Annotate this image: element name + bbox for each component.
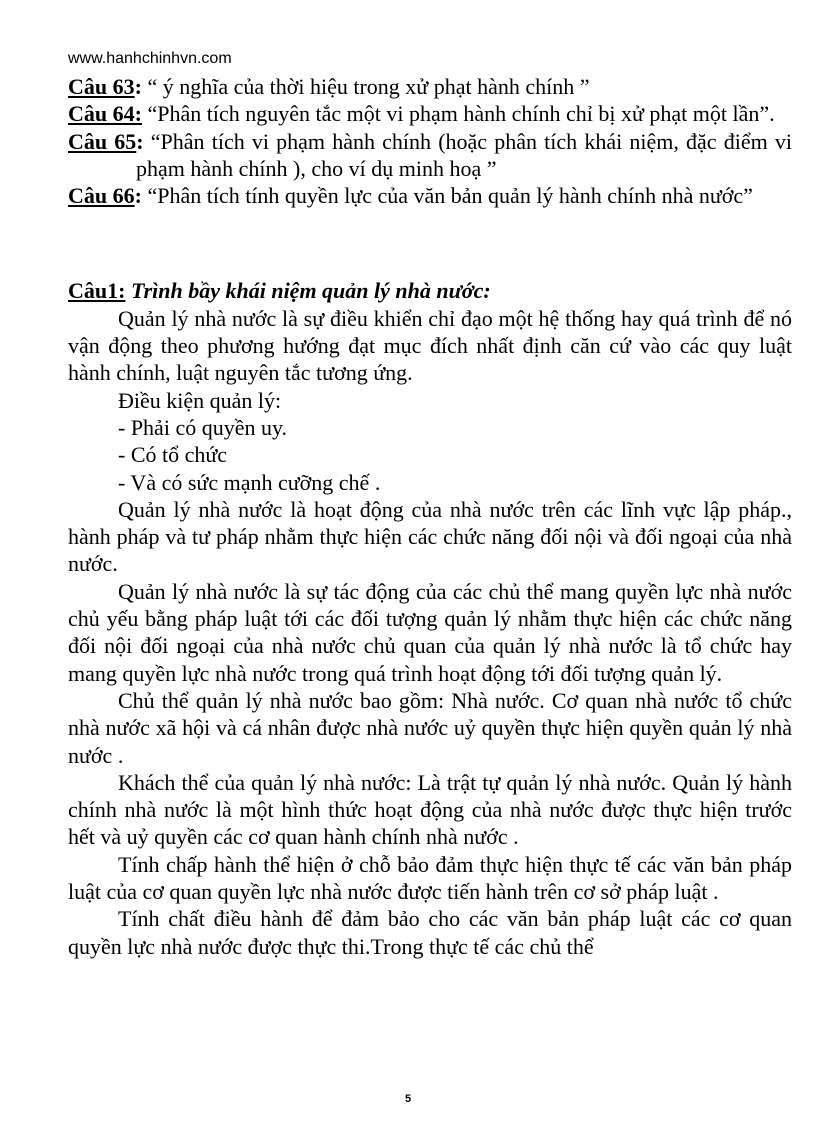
document-page <box>68 47 792 960</box>
question-text: “ ý nghĩa của thời hiệu trong xử phạt hành chính ” <box>141 74 590 99</box>
paragraph-activity: Quản lý nhà nước là hoạt động của nhà nước trên các lĩnh vực lập pháp., hành pháp và tư pháp nhằm thực hiện các chức năng đối nội và đối ngoại của nhà nước. <box>68 496 792 577</box>
question-63 <box>68 73 792 100</box>
paragraph-executive: Tính chấp hành thể hiện ở chỗ bảo đảm thực hiện thực tế các văn bản pháp luật của cơ quan quyền lực nhà nước được tiến hành trên cơ sở pháp luật . <box>68 851 792 905</box>
question-colon: : <box>134 183 142 209</box>
question-label: Câu 63 <box>68 74 135 99</box>
question-text: “Phân tích vi phạm hành chính (hoặc phân tích khái niệm, đặc điểm vi phạm hành chính ), cho ví dụ minh hoạ ” <box>136 128 792 181</box>
paragraph-object: Khách thể của quản lý nhà nước: Là trật tự quản lý nhà nước. Quản lý hành chính nhà nước là một hình thức hoạt động của nhà nước được thực hiện trước hết và uỷ quyền các cơ quan hành chính nhà nước . <box>68 769 792 850</box>
spacer <box>68 209 792 277</box>
paragraph-definition: Quản lý nhà nước là sự điều khiển chỉ đạo một hệ thống hay quá trình để nó vận động theo phương hướng đạt mục đích nhất định căn cứ vào các quy luật hành chính, luật nguyên tắc tương ứng. <box>68 305 792 386</box>
question-65 <box>68 128 792 183</box>
site-url: www.hanhchinhvn.com <box>68 50 232 67</box>
page-number: 5 <box>404 1093 412 1105</box>
section-label: Câu1 <box>68 278 119 304</box>
condition-item: - Phải có quyền uy. <box>118 414 288 440</box>
question-colon: : <box>136 128 144 154</box>
question-label: Câu 66 <box>68 183 135 209</box>
question-colon: : <box>134 74 142 99</box>
section-heading <box>68 277 792 304</box>
conditions-heading: Điều kiện quản lý: <box>118 387 282 413</box>
paragraph-impact: Quản lý nhà nước là sự tác động của các chủ thể mang quyền lực nhà nước chủ yếu bằng pháp luật tới các đối tượng quản lý nhằm thực hiện các chức năng đối nội đối ngoại của nhà nước chủ quan của quản lý nhà nước là tổ chức hay mang quyền lực nhà nước trong quá trình hoạt động tới đối tượng quản lý. <box>68 578 792 686</box>
paragraph-subject: Chủ thể quản lý nhà nước bao gồm: Nhà nước. Cơ quan nhà nước tổ chức nhà nước xã hội và cá nhân được nhà nước uỷ quyền thực hiện quyền quản lý nhà nước . <box>68 687 792 768</box>
section-colon: : <box>118 278 126 304</box>
section-title-text: Trình bầy khái niệm quản lý nhà nước: <box>125 278 491 304</box>
condition-item: - Và có sức mạnh cưỡng chế . <box>118 469 381 495</box>
question-64 <box>68 100 792 127</box>
paragraph-directive: Tính chất điều hành để đảm bảo cho các văn bản pháp luật các cơ quan quyền lực nhà nước được thực thi.Trong thực tế các chủ thể <box>68 906 792 959</box>
condition-item: - Có tổ chức <box>118 442 228 468</box>
question-66 <box>68 182 792 209</box>
question-label: Câu 64: <box>68 101 142 127</box>
question-label: Câu 65 <box>68 128 137 154</box>
question-text: “Phân tích nguyên tắc một vi phạm hành chính chỉ bị xử phạt một lần”. <box>141 101 775 127</box>
question-text: “Phân tích tính quyền lực của văn bản quản lý hành chính nhà nước” <box>141 183 753 209</box>
